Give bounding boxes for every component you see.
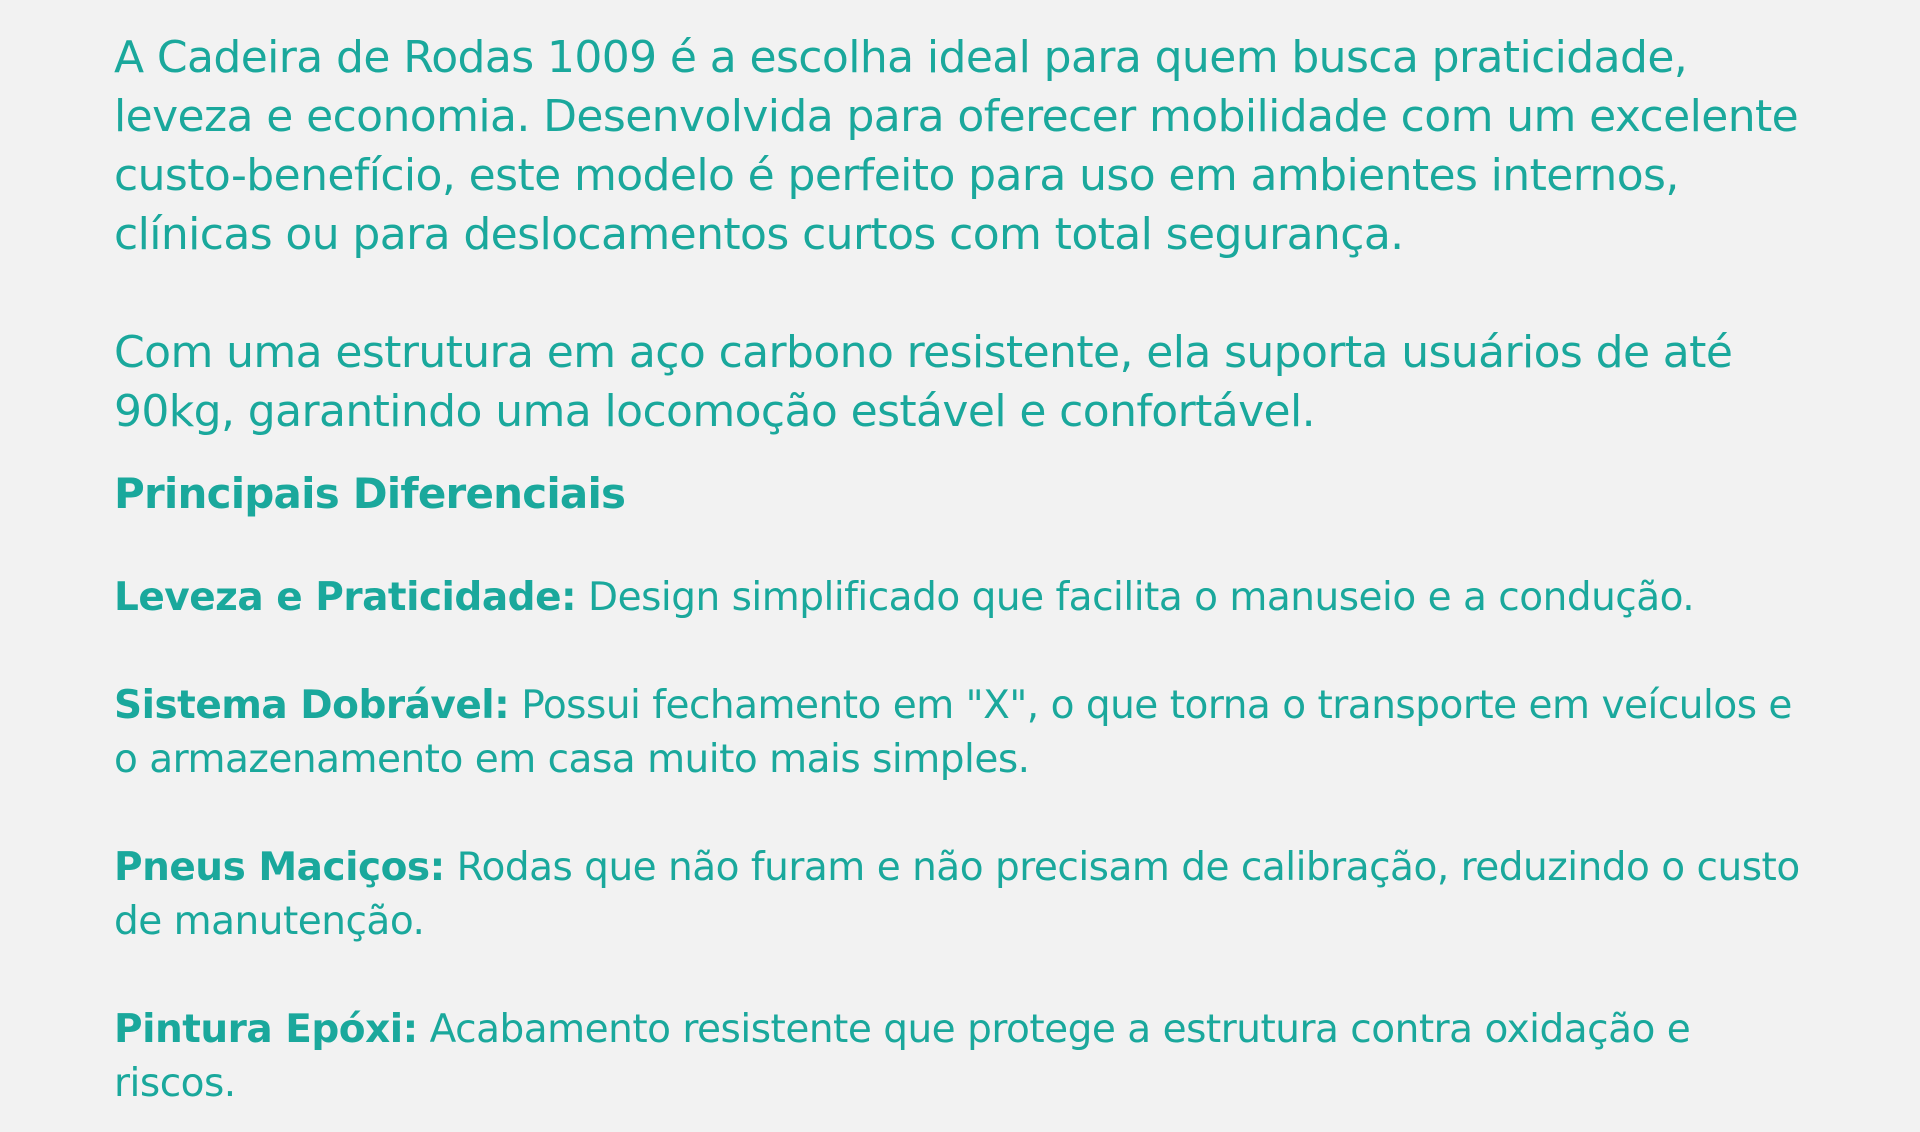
product-description [114, 28, 1814, 1111]
features-list [114, 571, 1814, 1111]
feature-item [114, 679, 1814, 787]
feature-text: Design simplificado que facilita o manuseio e a condução. [588, 575, 1695, 620]
feature-item [114, 1003, 1814, 1111]
feature-item [114, 571, 1814, 625]
section-title: Principais Diferenciais [114, 469, 626, 518]
feature-label: Pneus Maciços: [114, 845, 445, 890]
feature-text: Acabamento resistente que protege a estrutura contra oxidação e riscos. [114, 1007, 1691, 1106]
feature-label: Leveza e Praticidade: [114, 575, 577, 620]
intro-paragraph: Com uma estrutura em aço carbono resistente, ela suporta usuários de até 90kg, garantindo uma locomoção estável e confortável. [114, 327, 1733, 437]
feature-text: Rodas que não furam e não precisam de calibração, reduzindo o custo de manutenção. [114, 845, 1800, 944]
feature-item [114, 841, 1814, 949]
intro-text [114, 28, 1814, 441]
intro-paragraph: A Cadeira de Rodas 1009 é a escolha ideal para quem busca praticidade, leveza e economia. Desenvolvida para oferecer mobilidade com um excelente custo-benefício, este modelo é perfeito para uso em ambientes internos, clínicas ou para deslocamentos curtos com total segurança. [114, 32, 1799, 260]
feature-label: Pintura Epóxi: [114, 1007, 418, 1052]
feature-label: Sistema Dobrável: [114, 683, 510, 728]
feature-text: Possui fechamento em "X", o que torna o transporte em veículos e o armazenamento em casa muito mais simples. [114, 683, 1792, 782]
